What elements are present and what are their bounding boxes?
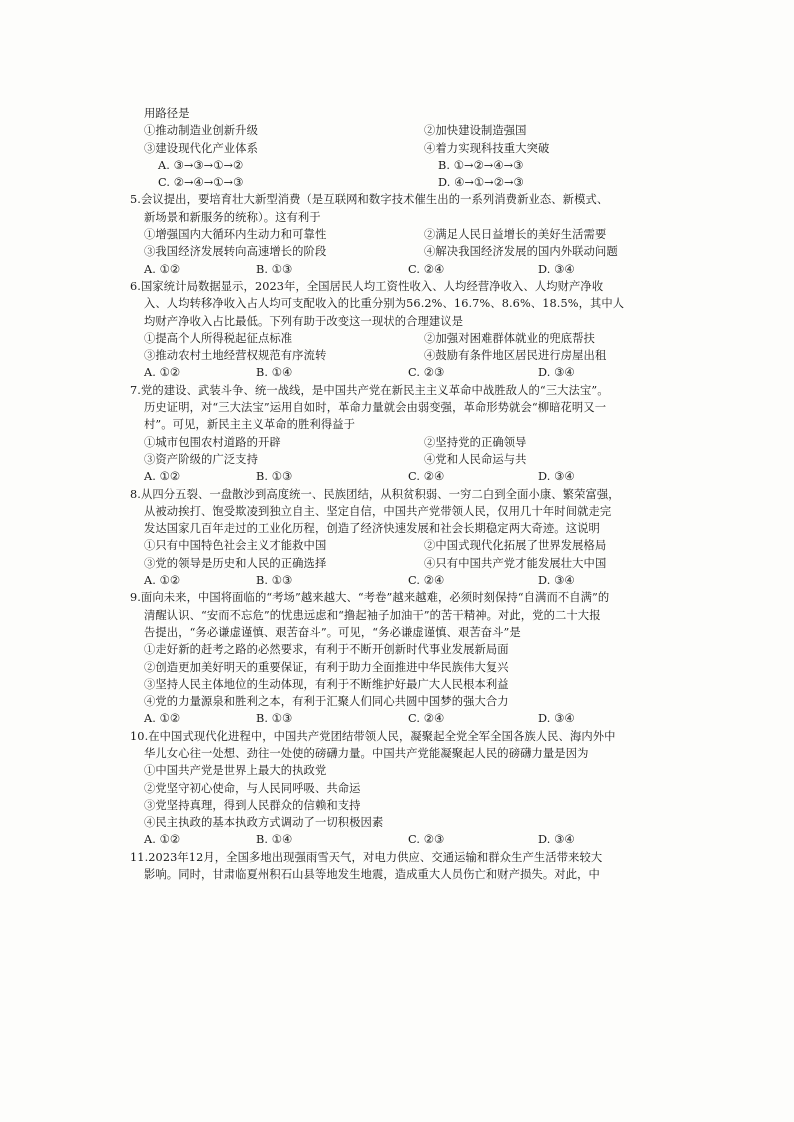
question-stem: 从被动挨打、饱受欺凌到独立自主、坚定自信，中国共产党带领人民，仅用几十年时间就走完 <box>144 504 612 518</box>
option-1: ①中国共产党是世界上最大的执政党 <box>144 764 327 778</box>
question-8 <box>130 486 658 590</box>
option-3: ③我国经济发展转向高速增长的阶段 <box>144 245 327 259</box>
option-3: ③党坚持真理，得到人民群众的信赖和支持 <box>144 798 361 812</box>
choice-b: B. ①③ <box>256 574 293 588</box>
choice-c: C. ②④ <box>408 470 445 484</box>
choice-a: A. ①② <box>144 833 181 847</box>
choice-row <box>130 831 658 848</box>
question-stem: 7.党的建设、武装斗争、统一战线，是中国共产党在新民主主义革命中战胜敌人的“三大法宝”。 <box>130 383 609 397</box>
choice-d: D. ③④ <box>538 574 575 588</box>
choice-c: C. ②③ <box>408 833 445 847</box>
choice-row <box>130 174 658 191</box>
question-stem: 新场景和新服务的统称）。这有利于 <box>144 210 321 224</box>
choice-c: C. ②④ <box>408 574 445 588</box>
option-3: ③坚持人民主体地位的生动体现，有利于不断维护好最广大人民根本利益 <box>144 677 509 691</box>
choice-a: A. ③→③→①→② <box>158 158 244 172</box>
question-stem: 11.2023年12月，全国多地出现强雨雪天气，对电力供应、交通运输和群众生产生活带来较大 <box>130 850 603 864</box>
choice-b: B. ①③ <box>256 470 293 484</box>
question-10 <box>130 728 658 849</box>
question-stem: 发达国家几百年走过的工业化历程，创造了经济快速发展和社会长期稳定两大奇迹。这说明 <box>144 522 600 536</box>
option-2: ②创造更加美好明天的重要保证，有利于助力全面推进中华民族伟大复兴 <box>144 660 509 674</box>
choice-d: D. ③④ <box>538 366 575 380</box>
question-7 <box>130 382 658 486</box>
question-stem: 告提出，“务必谦虚谨慎、艰苦奋斗”。可见，“务必谦虚谨慎、艰苦奋斗”是 <box>144 625 521 639</box>
choice-a: A. ①② <box>144 262 181 276</box>
option-2: ②中国式现代化拓展了世界发展格局 <box>424 539 607 553</box>
option-4: ④着力实现科技重大突破 <box>424 141 550 155</box>
option-2: ②坚持党的正确领导 <box>424 435 527 449</box>
question-6 <box>130 278 658 382</box>
question-stem: 6.国家统计局数据显示，2023年，全国居民人均工资性收入、人均经营净收入、人均财产净收 <box>130 279 604 293</box>
choice-row <box>130 468 658 485</box>
exam-content <box>130 105 658 883</box>
option-1: ①走好新的赶考之路的必然要求，有利于不断开创新时代事业发展新局面 <box>144 643 509 657</box>
question-stem: 5.会议提出，要培育壮大新型消费（是互联网和数字技术催生出的一系列消费新业态、新模式、 <box>130 193 609 207</box>
option-4: ④党的力量源泉和胜利之本，有利于汇聚人们同心共圆中国梦的强大合力 <box>144 695 509 709</box>
choice-b: B. ①→②→④→③ <box>438 158 524 172</box>
option-row <box>130 434 658 451</box>
question-stem: 用路径是 <box>144 107 190 120</box>
option-1: ①城市包围农村道路的开辟 <box>144 435 281 449</box>
choice-row <box>130 157 658 174</box>
question-stem: 8.从四分五裂、一盘散沙到高度统一、民族团结，从积贫积弱、一穷二白到全面小康、繁荣富强， <box>130 487 620 501</box>
question-stem: 历史证明，对“三大法宝”运用自如时，革命力量就会由弱变强，革命形势就会“柳暗花明又一 <box>144 401 607 415</box>
choice-c: C. ②④ <box>408 712 445 726</box>
option-3: ③资产阶级的广泛支持 <box>144 452 258 466</box>
choice-d: D. ③④ <box>538 712 575 726</box>
choice-row <box>130 710 658 727</box>
option-3: ③推动农村土地经营权规范有序流转 <box>144 349 327 363</box>
question-stem: 村”。可见，新民主主义革命的胜利得益于 <box>144 418 356 432</box>
choice-d: D. ③④ <box>538 833 575 847</box>
option-4: ④只有中国共产党才能发展壮大中国 <box>424 556 607 570</box>
choice-d: D. ③④ <box>538 262 575 276</box>
option-4: ④鼓励有条件地区居民进行房屋出租 <box>424 349 607 363</box>
option-row <box>130 555 658 572</box>
choice-b: B. ①④ <box>256 366 293 380</box>
choice-row <box>130 572 658 589</box>
question-4 <box>130 105 658 191</box>
option-3: ③建设现代化产业体系 <box>144 141 258 155</box>
choice-a: A. ①② <box>144 574 181 588</box>
question-stem: 影响。同时，甘肃临夏州积石山县等地发生地震，造成重大人员伤亡和财产损失。对此，中 <box>144 868 600 882</box>
choice-c: C. ②→④→①→③ <box>158 176 244 190</box>
option-row <box>130 122 658 139</box>
option-1: ①只有中国特色社会主义才能救中国 <box>144 539 327 553</box>
question-stem: 清醒认识、“安而不忘危”的忧患远虑和“撸起袖子加油干”的苦干精神。对此，党的二十大报 <box>144 608 601 622</box>
choice-a: A. ①② <box>144 712 181 726</box>
option-row <box>130 347 658 364</box>
option-2: ②加快建设制造强国 <box>424 124 527 138</box>
question-stem: 9.面向未来，中国将面临的“考场”越来越大、“考卷”越来越难，必须时刻保持“自满而不自满”的 <box>130 591 610 605</box>
option-1: ①推动制造业创新升级 <box>144 124 258 138</box>
choice-b: B. ①③ <box>256 262 293 276</box>
option-2: ②党坚守初心使命，与人民同呼吸、共命运 <box>144 781 361 795</box>
option-2: ②满足人民日益增长的美好生活需要 <box>424 228 607 242</box>
choice-row <box>130 261 658 278</box>
option-2: ②加强对困难群体就业的兜底帮扶 <box>424 331 595 345</box>
question-11 <box>130 849 658 884</box>
choice-d: D. ④→①→②→③ <box>438 176 524 190</box>
option-row <box>130 330 658 347</box>
choice-c: C. ②③ <box>408 366 445 380</box>
option-4: ④民主执政的基本执政方式调动了一切积极因素 <box>144 816 384 830</box>
option-3: ③党的领导是历史和人民的正确选择 <box>144 556 327 570</box>
question-5 <box>130 191 658 277</box>
question-stem: 入、人均转移净收入占人均可支配收入的比重分别为56.2%、16.7%、8.6%、18.5%，其中人 <box>144 297 625 311</box>
question-9 <box>130 589 658 727</box>
option-1: ①提高个人所得税起征点标准 <box>144 331 293 345</box>
option-1: ①增强国内大循环内生动力和可靠性 <box>144 228 327 242</box>
choice-d: D. ③④ <box>538 470 575 484</box>
choice-a: A. ①② <box>144 366 181 380</box>
option-row <box>130 243 658 260</box>
option-row <box>130 226 658 243</box>
option-row <box>130 140 658 157</box>
option-row <box>130 537 658 554</box>
option-row <box>130 451 658 468</box>
choice-row <box>130 364 658 381</box>
question-stem: 均财产净收入占比最低。下列有助于改变这一现状的合理建议是 <box>144 314 464 328</box>
choice-c: C. ②④ <box>408 262 445 276</box>
choice-b: B. ①③ <box>256 712 293 726</box>
question-stem: 华儿女心往一处想、劲往一处使的磅礴力量。中国共产党能凝聚起人民的磅礴力量是因为 <box>144 746 589 760</box>
option-4: ④党和人民命运与共 <box>424 452 527 466</box>
option-4: ④解决我国经济发展的国内外联动问题 <box>424 245 618 259</box>
question-stem: 10.在中国式现代化进程中，中国共产党团结带领人民，凝聚起全党全军全国各族人民、海内外中 <box>130 729 616 743</box>
choice-b: B. ①④ <box>256 833 293 847</box>
choice-a: A. ①② <box>144 470 181 484</box>
